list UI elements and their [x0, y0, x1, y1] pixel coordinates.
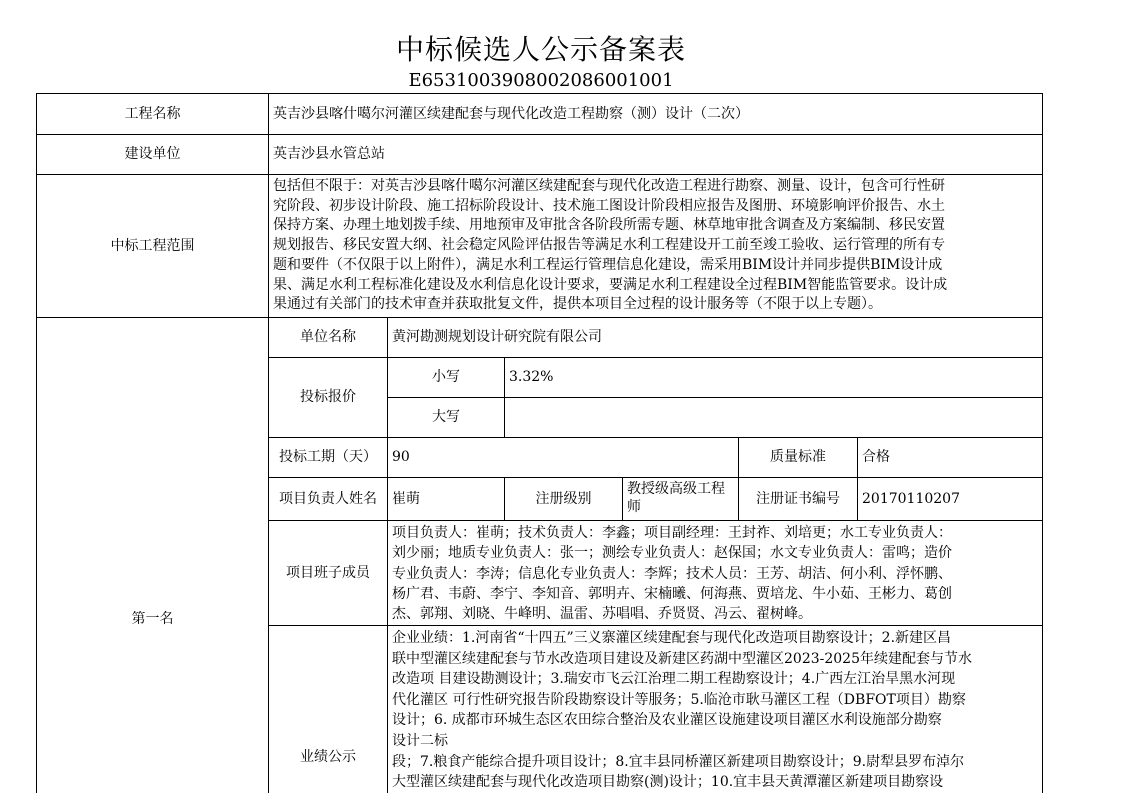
- construction-unit-value: 英吉沙县水管总站: [273, 146, 385, 163]
- bid-upper-value: [505, 398, 1042, 437]
- record-code: E6531003908002086001001: [408, 70, 674, 91]
- cert-value: 20170110207: [862, 490, 960, 507]
- performance-line: 联中型灌区续建配套与节水改造项目建设及新建区药湖中型灌区2023-2025年续建配套与节水: [392, 650, 972, 667]
- page-title: 中标候选人公示备案表: [395, 33, 686, 66]
- performance-line: 代化灌区 可行性研究报告阶段勘察设计等服务；5.临沧市耿马灌区工程（DBFOT项目）勘察: [392, 691, 966, 708]
- rank-first-label: 第一名: [131, 611, 174, 627]
- performance-line: 设计；6. 成都市环城生态区农田综合整治及农业灌区设施建设项目灌区水利设施部分勘察: [392, 712, 942, 729]
- quality-label: 质量标准: [770, 449, 826, 466]
- team-line: 专业负责人：李涛；信息化专业负责人：李辉；技术人员：王芳、胡洁、何小利、浮怀鹏、: [392, 565, 952, 582]
- performance-line: 改造项 目建设勘测设计；3.瑞安市飞云江治理二期工程勘察设计；4.广西左江治旱黑水河现: [392, 671, 956, 688]
- level-label: 注册级别: [535, 490, 592, 507]
- project-name-value: 英吉沙县喀什噶尔河灌区续建配套与现代化改造工程勘察（测）设计（二次）: [273, 105, 749, 122]
- construction-unit-label: 建设单位: [124, 146, 181, 163]
- level-line: 教授级高级工程: [627, 481, 725, 497]
- project-name-label: 工程名称: [124, 105, 181, 122]
- performance-label: 业绩公示: [300, 749, 356, 765]
- company-label: 单位名称: [300, 329, 356, 346]
- scope-line: 包括但不限于：对英吉沙县喀什噶尔河灌区续建配套与现代化改造工程进行勘察、测量、设计，包含可行性研: [273, 178, 945, 194]
- scope-line: 规划报告、移民安置大纲、社会稳定风险评估报告等满足水利工程建设开工前至竣工验收、运行管理的所有专: [273, 237, 945, 254]
- team-line: 项目负责人：崔萌；技术负责人：李鑫；项目副经理：王封祚、刘培更；水工专业负责人：: [392, 525, 952, 541]
- scope-line: 保持方案、办理土地划拨手续、用地预审及审批含各阶段所需专题、林草地审批含调查及方案编制、移民安置: [273, 217, 945, 234]
- scope-line: 题和要件（不仅限于以上附件），满足水利工程运行管理信息化建设，需采用BIM设计并同步提供BIM设计成: [273, 256, 943, 273]
- team-value: [388, 521, 1042, 625]
- bid-price-label: 投标报价: [300, 389, 356, 406]
- performance-value: [388, 626, 1042, 793]
- scope-label: 中标工程范围: [110, 237, 195, 254]
- performance-line: 段；7.粮食产能综合提升项目设计；8.宜丰县同桥灌区新建项目勘察设计；9.尉犁县罗布淖尔: [392, 753, 965, 770]
- scope-value: [269, 175, 1042, 317]
- team-line: 刘少丽；地质专业负责人：张一；测绘专业负责人：赵保国；水文专业负责人：雷鸣；造价: [392, 545, 952, 562]
- period-value: 90: [392, 449, 410, 466]
- leader-value: 崔萌: [392, 490, 420, 507]
- team-label: 项目班子成员: [286, 564, 370, 581]
- bid-lower-label: 小写: [432, 369, 460, 386]
- cert-label: 注册证书编号: [756, 490, 840, 507]
- team-line: 杨广君、韦蔚、李宁、李知音、郭明卉、宋楠曦、何海燕、贾培龙、牛小茹、王彬力、葛创: [392, 585, 952, 602]
- quality-value: 合格: [862, 449, 890, 466]
- scope-line: 果、满足水利工程标准化建设及水利信息化设计要求，要满足水利工程建设全过程BIM智能监管要求。设计成: [273, 276, 948, 293]
- bid-upper-label: 大写: [432, 409, 460, 426]
- team-line: 杰、郭翔、刘晓、牛峰明、温雷、苏唱唱、乔贤贤、冯云、翟树峰。: [392, 606, 812, 623]
- scope-line: 究阶段、初步设计阶段、施工招标阶段设计、技术施工图设计阶段相应报告及图册、环境影响评价报告、水土: [273, 197, 945, 214]
- performance-line: 设计二标: [392, 732, 448, 749]
- company-value: 黄河勘测规划设计研究院有限公司: [392, 329, 602, 346]
- level-value: [623, 478, 738, 520]
- performance-line: 企业业绩：1.河南省“十四五”三义寨灌区续建配套与现代化改造项目勘察设计；2.新建区昌: [392, 630, 952, 646]
- performance-line: 大型灌区续建配套与现代化改造项目勘察(测)设计；10.宜丰县天黄潭灌区新建项目勘察设: [392, 774, 944, 791]
- scope-line: 果通过有关部门的技术审查并获取批复文件，提供本项目全过程的设计服务等（不限于以上专题）。: [273, 296, 882, 313]
- leader-label: 项目负责人姓名: [279, 490, 377, 507]
- period-label: 投标工期（天）: [279, 449, 377, 466]
- bid-lower-value: 3.32%: [509, 369, 554, 386]
- level-line: 师: [627, 499, 641, 515]
